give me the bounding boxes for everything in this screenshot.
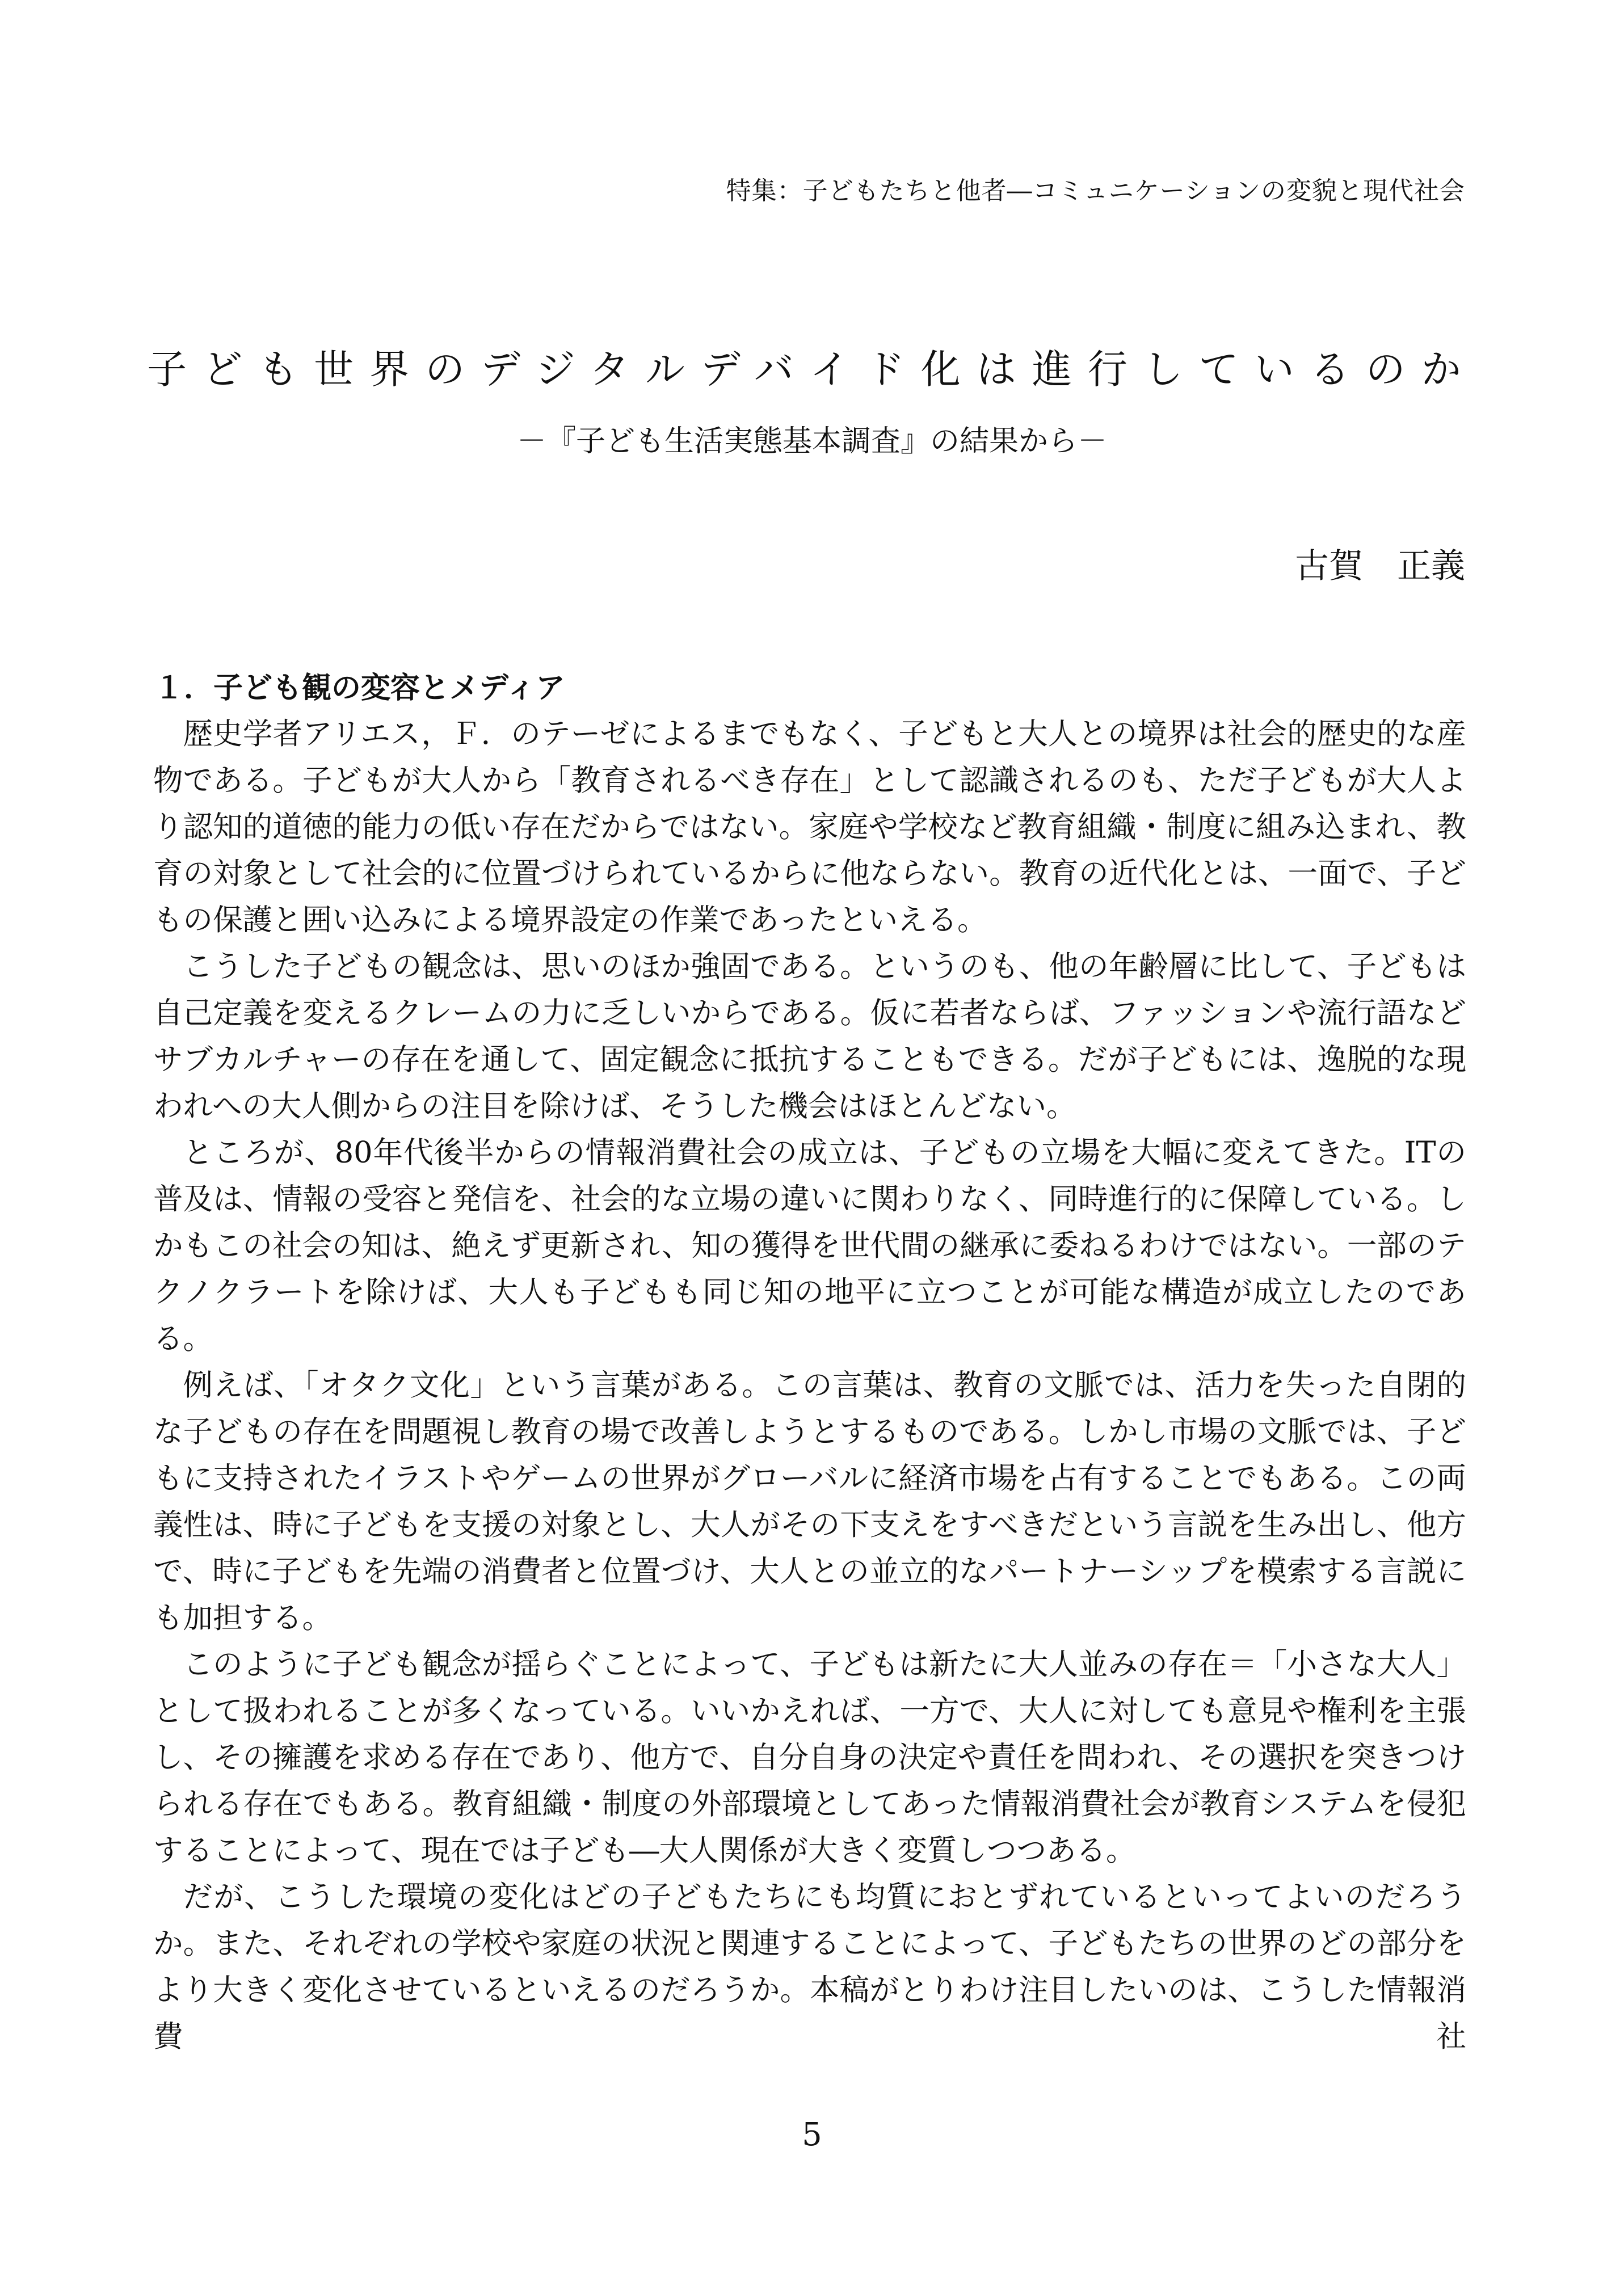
author-family-name: 古賀 xyxy=(1295,546,1363,586)
author-given-name: 正義 xyxy=(1397,546,1465,586)
paragraph: 歴史学者アリエス，Ｆ．のテーゼによるまでもなく、子どもと大人との境界は社会的歴史的な産物である。子どもが大人から「教育されるべき存在」として認識されるのも、ただ子どもが大人より認知的道徳的能力の低い存在だからではない。家庭や学校など教育組織・制度に組み込まれ、教育の対象として社会的に位置づけられているからに他ならない。教育の近代化とは、一面で、子どもの保護と囲い込みによる境界設定の作業であったといえる。 xyxy=(153,717,1466,937)
section-heading: １．子ども観の変容とメディア xyxy=(154,671,565,705)
article-subtitle: －『子ども生活実態基本調査』の結果から－ xyxy=(516,424,1107,458)
paragraph: だが、こうした環境の変化はどの子どもたちにも均質におとずれているといってよいのだろうか。また、それぞれの学校や家庭の状況と関連することによって、子どもたちの世界のどの部分をより大きく変化させているといえるのだろうか。本稿がとりわけ注目したいのは、こうした情報消費社 xyxy=(153,1880,1466,2054)
paragraph: ところが、80年代後半からの情報消費社会の成立は、子どもの立場を大幅に変えてきた。ITの普及は、情報の受容と発信を、社会的な立場の違いに関わりなく、同時進行的に保障している。しかもこの社会の知は、絶えず更新され、知の獲得を世代間の継承に委ねるわけではない。一部のテクノクラートを除けば、大人も子どもも同じ知の地平に立つことが可能な構造が成立したのである。 xyxy=(153,1135,1466,1356)
paragraph: このように子ども観念が揺らぐことによって、子どもは新たに大人並みの存在＝「小さな大人」として扱われることが多くなっている。いいかえれば、一方で、大人に対しても意見や権利を主張し、その擁護を求める存在であり、他方で、自分自身の決定や責任を問われ、その選択を突きつけられる存在でもある。教育組織・制度の外部環境としてあった情報消費社会が教育システムを侵犯することによって、現在では子ども―大人関係が大きく変質しつつある。 xyxy=(153,1647,1466,1868)
running-header: 特集：子どもたちと他者―コミュニケーションの変貌と現代社会 xyxy=(726,176,1465,205)
author xyxy=(1295,539,1465,588)
paragraph: こうした子どもの観念は、思いのほか強固である。というのも、他の年齢層に比して、子どもは自己定義を変えるクレームの力に乏しいからである。仮に若者ならば、ファッションや流行語などサブカルチャーの存在を通して、固定観念に抵抗することもできる。だが子どもには、逸脱的な現われへの大人側からの注目を除けば、そうした機会はほとんどない。 xyxy=(153,949,1466,1123)
article-title: 子ども世界のデジタルデバイド化は進行しているのか xyxy=(147,346,1477,393)
paragraph: 例えば、「オタク文化」という言葉がある。この言葉は、教育の文脈では、活力を失った自閉的な子どもの存在を問題視し教育の場で改善しようとするものである。しかし市場の文脈では、子どもに支持されたイラストやゲームの世界がグローバルに経済市場を占有することでもある。この両義性は、時に子どもを支援の対象とし、大人がその下支えをすべきだという言説を生み出し、他方で、時に子どもを先端の消費者と位置づけ、大人との並立的なパートナーシップを模索する言説にも加担する。 xyxy=(153,1368,1466,1635)
page-number: 5 xyxy=(802,2116,822,2153)
body-text xyxy=(153,711,1466,2060)
